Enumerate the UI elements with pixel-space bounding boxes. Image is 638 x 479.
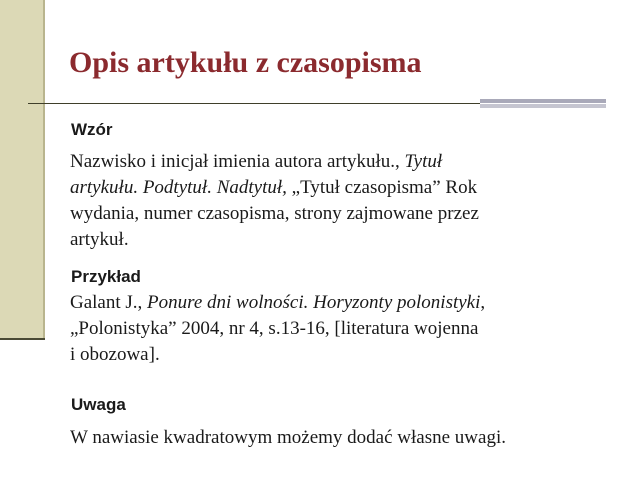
przyklad-line-1-italic: Ponure dni wolności. Horyzonty polonistyki	[147, 292, 481, 313]
wzor-text	[70, 149, 479, 253]
heading-uwaga: Uwaga	[71, 395, 126, 414]
decorative-left-bar	[0, 0, 45, 338]
wzor-line-3: wydania, numer czasopisma, strony zajmowane przez	[70, 203, 479, 224]
title-divider-block-bottom	[480, 104, 606, 108]
wzor-line-1-regular: Nazwisko i inicjał imienia autora artykułu.,	[70, 151, 405, 172]
slide-title: Opis artykułu z czasopisma	[69, 46, 422, 79]
przyklad-line-1	[70, 290, 485, 316]
wzor-line-2	[70, 175, 479, 201]
title-divider-line	[28, 103, 480, 104]
przyklad-line-3: i obozowa].	[70, 344, 160, 365]
wzor-line-2-italic: artykułu. Podtytuł. Nadtytuł,	[70, 177, 287, 198]
przyklad-text	[70, 290, 485, 368]
decorative-left-bar-line	[0, 338, 45, 340]
przyklad-line-2: „Polonistyka” 2004, nr 4, s.13-16, [literatura wojenna	[70, 318, 479, 339]
title-divider-block-top	[480, 99, 606, 103]
wzor-line-4: artykuł.	[70, 229, 129, 250]
wzor-line-1-italic: Tytuł	[404, 151, 443, 172]
uwaga-text: W nawiasie kwadratowym możemy dodać własne uwagi.	[70, 427, 506, 448]
przyklad-line-1-end: ,	[480, 292, 486, 313]
przyklad-line-1-regular: Galant J.,	[70, 292, 148, 313]
wzor-line-1	[70, 149, 479, 175]
heading-przyklad: Przykład	[71, 267, 141, 286]
wzor-line-2-regular: „Tytuł czasopisma” Rok	[286, 177, 478, 198]
heading-wzor: Wzór	[71, 120, 113, 139]
